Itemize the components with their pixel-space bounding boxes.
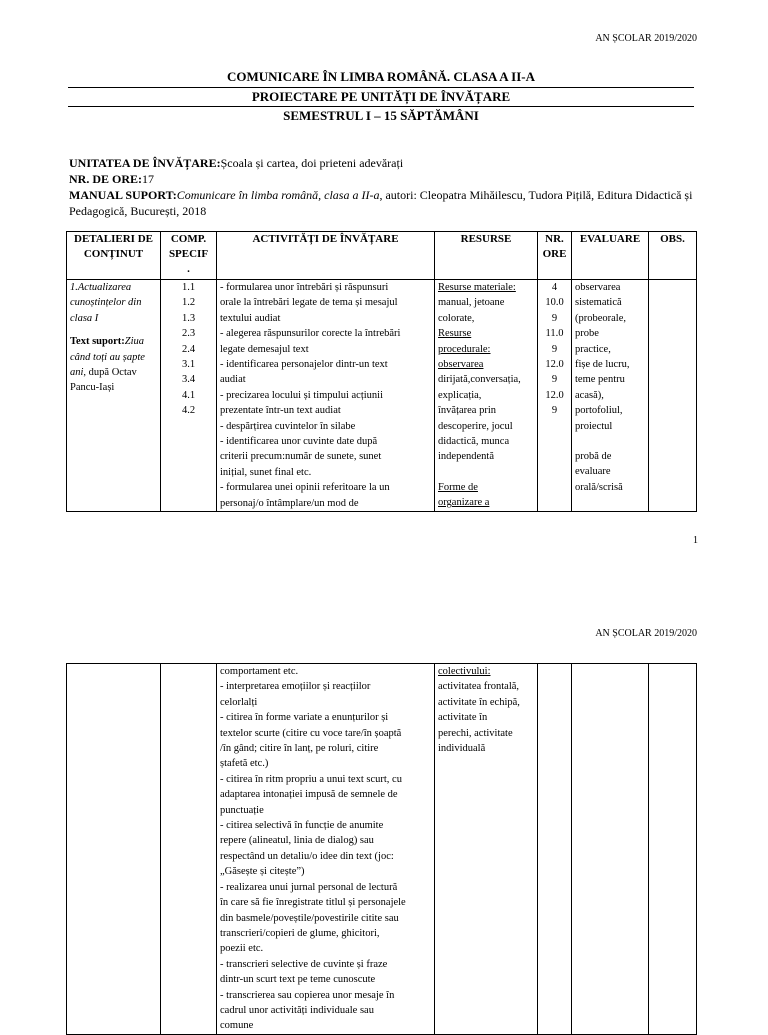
header-activities: ACTIVITĂȚI DE ÎNVĂȚARE <box>217 232 435 280</box>
document-subtitle: PROIECTARE PE UNITĂȚI DE ÎNVĂȚARE <box>251 89 511 104</box>
school-year-header-page2: AN ȘCOLAR 2019/2020 <box>595 628 697 639</box>
unit-label: UNITATEA DE ÎNVĂȚARE: <box>69 156 221 170</box>
header-competencies: COMP. SPECIF . <box>161 232 217 280</box>
planning-table-page1 <box>66 231 696 510</box>
manual-info <box>69 187 699 203</box>
observations-cell <box>649 280 697 512</box>
semester-title: SEMESTRUL I – 15 SĂPTĂMÂNI <box>283 108 479 123</box>
hours-cell: 4 10.0 9 11.0 9 12.0 9 12.0 9 <box>538 280 572 512</box>
header-hours: NR. ORE <box>538 232 572 280</box>
header-content-details: DETALIERI DE CONȚINUT <box>67 232 161 280</box>
unit-value: Școala și cartea, doi prieteni adevărați <box>220 156 404 170</box>
hours-value: 17 <box>142 172 155 186</box>
competencies-cell: 1.1 1.2 1.3 2.3 2.4 3.1 3.4 4.1 4.2 <box>161 280 217 512</box>
hours-cell-page2 <box>538 664 572 1035</box>
manual-label: MANUAL SUPORT: <box>69 188 177 202</box>
document-title: COMUNICARE ÎN LIMBA ROMÂNĂ. CLASA A II-A <box>226 69 536 84</box>
competencies-cell-page2 <box>161 664 217 1035</box>
hours-label: NR. DE ORE: <box>69 172 143 186</box>
header-observations: OBS. <box>649 232 697 280</box>
planning-table-page2 <box>66 663 696 1032</box>
manual-authors: , autori: Cleopatra Mihăilescu, Tudora Pițilă, Editura Didactică și <box>379 188 693 202</box>
text-support-label: Text suport: <box>70 336 125 348</box>
observations-cell-page2 <box>649 664 697 1035</box>
manual-title: Comunicare în limba română, clasa a II-a <box>176 188 380 202</box>
header-evaluation: EVALUARE <box>572 232 649 280</box>
resources-cell: Resurse materiale: manual, jetoane colorate, Resurse procedurale: observarea dirijată,conversația, explicația, învățarea prin descoperire, jocul didactică, munca independentă Forme de organizare a <box>435 280 538 512</box>
page-number: 1 <box>693 535 698 546</box>
unit-info <box>69 155 699 171</box>
evaluation-cell: observarea sistematică (probeorale, probe practice, fișe de lucru, teme pentru acasă), portofoliul, proiectul probă de evaluare orală/scrisă <box>572 280 649 512</box>
evaluation-cell-page2 <box>572 664 649 1035</box>
resources-cell-page2: colectivului: activitatea frontală, activitate în echipă, activitate în perechi, activitate individuală <box>435 664 538 1035</box>
hours-info <box>69 171 699 187</box>
header-resources: RESURSE <box>435 232 538 280</box>
manual-publisher: Pedagogică, București, 2018 <box>69 204 207 218</box>
activities-cell-page2: comportament etc. - interpretarea emoțiilor și reacțiilor celorlalți - citirea în forme variate a enunțurilor și textelor scurte (citire cu voce tare/în șoaptă /în gând; citire în lanț, pe roluri, citire ștafetă etc.) - citirea în ritm propriu a unui text scurt, cu adaptarea intonației impusă de semnele de punctuație - citirea selectivă în funcție de anumite repere (alineatul, linia de dialog) sau respectând un detaliu/o idee din text (joc: „Găsește și citește”) - realizarea unui jurnal personal de lectură în care să fie înregistrate titlul și personajele din basmele/poveștile/povestirile citite sau transcrieri/copieri de glume, ghicitori, poezii etc. - transcrieri selective de cuvinte și fraze dintr-un scurt text pe teme cunoscute - transcrierea sau copierea unor mesaje în cadrul unor activități individuale sau comune <box>217 664 435 1035</box>
content-details-cell-page2 <box>67 664 161 1035</box>
content-details-cell: 1.Actualizarea cunoștințelor din clasa I Text suport:Ziua când toți au șapte ani, după Octav Pancu-Iași <box>67 280 161 512</box>
activities-cell: - formularea unor întrebări și răspunsuri orale la întrebări legate de tema și mesajul textului audiat - alegerea răspunsurilor corecte la întrebări legate demesajul text - identificarea personajelor dintr-un text audiat - precizarea locului și timpului acțiunii prezentate într-un text audiat - despărțirea cuvintelor în silabe - identificarea unor cuvinte date după criterii precum:număr de sunete, sunet inițial, sunet final etc. - formularea unei opinii referitoare la un personaj/o întâmplare/un mod de <box>217 280 435 512</box>
school-year-header: AN ȘCOLAR 2019/2020 <box>595 33 697 44</box>
